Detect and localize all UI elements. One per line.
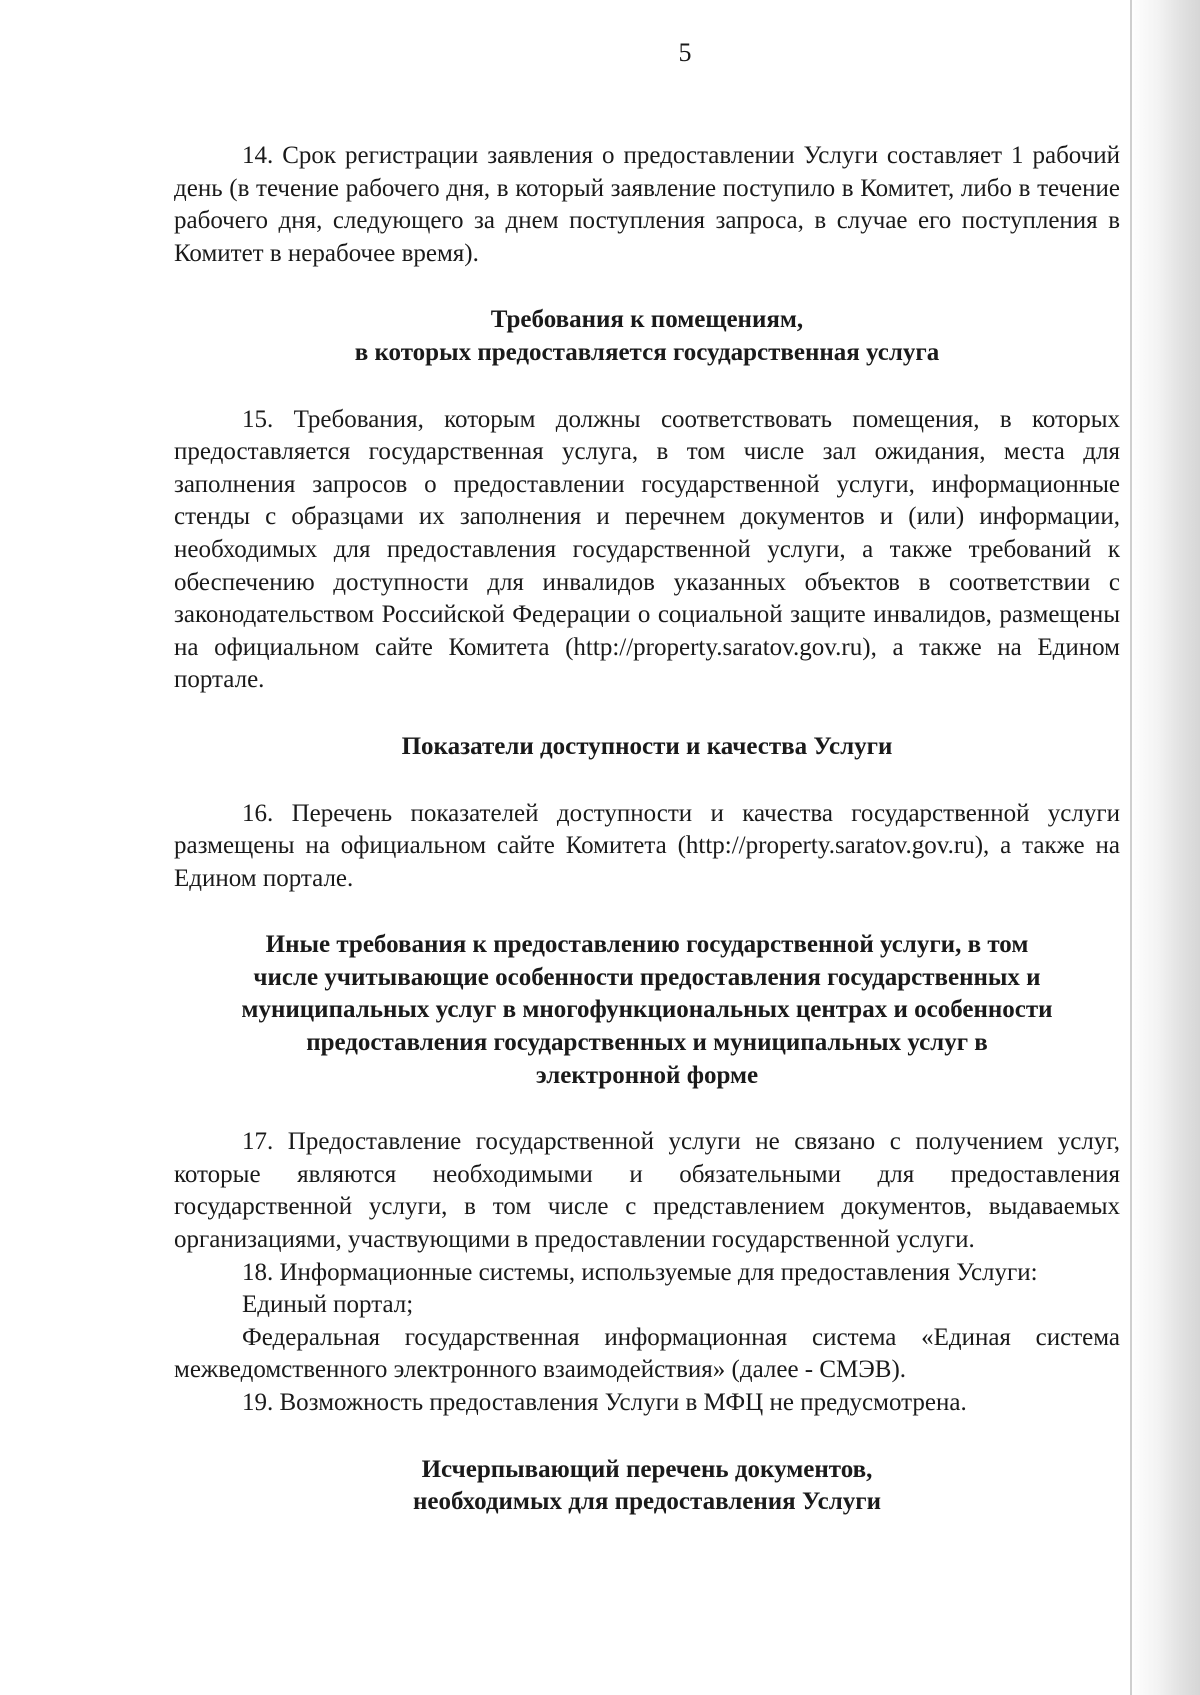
heading-line: предоставления государственных и муниципальных услуг в — [306, 1029, 988, 1057]
paragraph-17: 17. Предоставление государственной услуги не связано с получением услуг, которые являются необходимыми и обязательными для предоставления государственной услуги, в том числе с представлением документов, выдаваемых организациями, участвующими в предоставлении государственной услуги. — [174, 1128, 1120, 1254]
scan-edge-line — [1130, 0, 1132, 1695]
scan-page-edge — [1130, 0, 1200, 1695]
heading-line: Иные требования к предоставлению государственной услуги, в том — [265, 931, 1029, 959]
heading-line: необходимых для предоставления Услуги — [413, 1488, 881, 1516]
paragraph-14: 14. Срок регистрации заявления о предоставлении Услуги составляет 1 рабочий день (в течение рабочего дня, в который заявление поступило в Комитет, либо в течение рабочего дня, следующего за днем поступления запроса, в случае его поступления в Комитет в нерабочее время). — [174, 142, 1120, 267]
heading-line: числе учитывающие особенности предоставления государственных и — [253, 963, 1041, 991]
paragraph-18: 18. Информационные системы, используемые для предоставления Услуги: — [242, 1258, 1038, 1286]
heading-line: муниципальных услуг в многофункциональных центрах и особенности — [241, 996, 1053, 1024]
paragraph-15: 15. Требования, которым должны соответствовать помещения, в которых предоставляется государственная услуга, в том числе зал ожидания, места для заполнения запросов о предоставлении государственной услуги, информационные стенды с образцами их заполнения и перечнем документов и (или) информации, необходимых для предоставления государственной услуги, а также требований к обеспечению доступности для инвалидов указанных объектов в соответствии с законодательством Российской Федерации о социальной защите инвалидов, размещены на официальном сайте Комитета (http://property.saratov.gov.ru), а также на Едином портале. — [174, 405, 1120, 694]
list-item-smev: Федеральная государственная информационная система «Единая система межведомственного электронного взаимодействия» (далее - СМЭВ). — [174, 1323, 1120, 1384]
heading-line: Показатели доступности и качества Услуги — [401, 732, 893, 760]
heading-other-requirements — [174, 929, 1120, 1092]
page-number: 5 — [678, 38, 692, 67]
heading-line: Требования к помещениям, — [490, 306, 804, 334]
paragraph-19: 19. Возможность предоставления Услуги в МФЦ не предусмотрена. — [242, 1389, 967, 1416]
paragraph-16: 16. Перечень показателей доступности и качества государственной услуги размещены на официальном сайте Комитета (http://property.saratov.gov.ru), а также на Едином портале. — [174, 799, 1120, 892]
heading-accessibility-quality — [174, 731, 1120, 764]
heading-line: в которых предоставляется государственная услуга — [354, 338, 940, 366]
heading-premises-requirements — [174, 304, 1120, 369]
heading-line: Исчерпывающий перечень документов, — [421, 1455, 873, 1483]
heading-line: электронной форме — [535, 1061, 759, 1089]
heading-documents-list — [174, 1454, 1120, 1519]
document-body — [174, 140, 1120, 1519]
list-item-unified-portal: Единый портал; — [242, 1291, 414, 1319]
